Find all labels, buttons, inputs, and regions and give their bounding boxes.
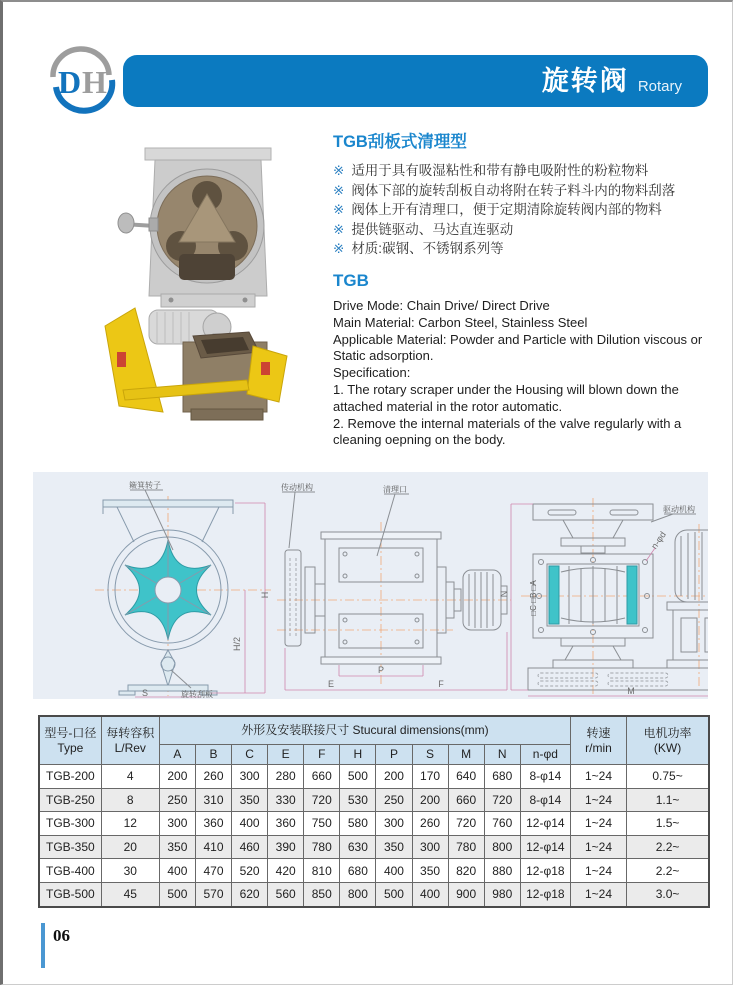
col-header-dim: B <box>195 745 231 765</box>
cell-f: 720 <box>304 788 340 812</box>
cell-speed: 1~24 <box>570 812 626 836</box>
cell-speed: 1~24 <box>570 835 626 859</box>
col-header-volume-en: L/Rev <box>114 740 146 755</box>
col-header-power-en: (KW) <box>653 740 682 755</box>
cell-h: 630 <box>340 835 376 859</box>
cell-c: 620 <box>232 882 268 906</box>
label-drive: 驱动机构 <box>663 505 695 514</box>
cell-b: 310 <box>195 788 231 812</box>
cell-p: 500 <box>376 882 412 906</box>
spec-line: Main Material: Carbon Steel, Stainless Steel <box>333 314 588 330</box>
cell-p: 250 <box>376 788 412 812</box>
cell-e: 390 <box>268 835 304 859</box>
dim-label-h: H <box>260 591 270 599</box>
page-number: 06 <box>53 926 70 945</box>
dim-label-h2: H/2 <box>232 636 242 652</box>
cell-a: 200 <box>159 765 195 789</box>
col-header-dim: C <box>232 745 268 765</box>
page-number-bar <box>41 923 45 968</box>
cell-h: 580 <box>340 812 376 836</box>
model-title: TGB <box>333 270 369 290</box>
cell-e: 420 <box>268 859 304 883</box>
logo-letter-h: H <box>82 64 107 100</box>
cell-e: 360 <box>268 812 304 836</box>
col-header-dim: n-φd <box>520 745 570 765</box>
cell-s: 400 <box>412 882 448 906</box>
cell-type: TGB-250 <box>39 788 101 812</box>
table-row <box>39 765 709 789</box>
spec-line: Drive Mode: Chain Drive/ Direct Drive <box>333 297 550 313</box>
spec-line: Specification: <box>333 365 411 381</box>
cell-speed: 1~24 <box>570 859 626 883</box>
cell-n: 800 <box>484 835 520 859</box>
table-row <box>39 859 709 883</box>
cell-c: 520 <box>232 859 268 883</box>
product-description <box>333 128 715 449</box>
cell-power: 2.2~ <box>627 859 709 883</box>
spec-table <box>38 715 710 908</box>
logo-letter-d: D <box>58 64 82 100</box>
label-rotor: 簸箕转子 <box>129 481 161 490</box>
col-header-dim: M <box>448 745 484 765</box>
cell-power: 1.5~ <box>627 812 709 836</box>
col-header-dim: N <box>484 745 520 765</box>
cell-f: 780 <box>304 835 340 859</box>
cell-speed: 1~24 <box>570 882 626 906</box>
bullet-icon: ※ <box>333 163 345 178</box>
col-header-type <box>39 716 101 765</box>
cell-a: 300 <box>159 812 195 836</box>
col-header-dim: A <box>159 745 195 765</box>
cell-s: 170 <box>412 765 448 789</box>
cell-h: 800 <box>340 882 376 906</box>
cell-e: 560 <box>268 882 304 906</box>
label-transmission: 传动机构 <box>281 483 313 492</box>
cell-type: TGB-350 <box>39 835 101 859</box>
spec-line: 2. Remove the internal materials of the valve regularly with a cleaning oepning on the body. <box>333 415 682 448</box>
cell-c: 400 <box>232 812 268 836</box>
col-header-dim: F <box>304 745 340 765</box>
col-header-volume <box>101 716 159 765</box>
label-cleaning-port: 清理口 <box>383 485 407 494</box>
cell-nphid: 12-φ14 <box>520 835 570 859</box>
col-header-dim: E <box>268 745 304 765</box>
cell-f: 750 <box>304 812 340 836</box>
cell-f: 810 <box>304 859 340 883</box>
cell-a: 400 <box>159 859 195 883</box>
cell-power: 1.1~ <box>627 788 709 812</box>
cell-h: 680 <box>340 859 376 883</box>
feature-item <box>333 200 715 220</box>
spec-table-header <box>39 716 709 765</box>
technical-drawings <box>33 472 708 699</box>
cell-b: 570 <box>195 882 231 906</box>
cell-type: TGB-200 <box>39 765 101 789</box>
feature-item <box>333 239 715 259</box>
feature-item <box>333 220 715 240</box>
cell-e: 330 <box>268 788 304 812</box>
col-header-speed <box>570 716 626 765</box>
feature-text: 适用于具有吸湿粘性和带有静电吸附性的粉粒物料 <box>351 163 649 178</box>
cell-type: TGB-500 <box>39 882 101 906</box>
cell-type: TGB-400 <box>39 859 101 883</box>
cell-nphid: 12-φ14 <box>520 812 570 836</box>
cell-nphid: 12-φ18 <box>520 882 570 906</box>
cell-power: 2.2~ <box>627 835 709 859</box>
col-header-volume-cn: 每转容积 <box>106 725 155 740</box>
company-logo <box>45 46 121 116</box>
cell-power: 0.75~ <box>627 765 709 789</box>
cell-volume: 45 <box>101 882 159 906</box>
cell-s: 200 <box>412 788 448 812</box>
col-header-type-cn: 型号-口径 <box>44 725 97 740</box>
table-row <box>39 835 709 859</box>
cell-a: 500 <box>159 882 195 906</box>
cell-a: 250 <box>159 788 195 812</box>
cell-volume: 20 <box>101 835 159 859</box>
col-header-dim: P <box>376 745 412 765</box>
dim-label-s: S <box>141 688 149 698</box>
cell-type: TGB-300 <box>39 812 101 836</box>
dim-label-m: M <box>627 686 635 696</box>
cell-m: 720 <box>448 812 484 836</box>
dim-label-e: E <box>327 679 335 689</box>
cell-speed: 1~24 <box>570 765 626 789</box>
bullet-icon: ※ <box>333 221 345 237</box>
dim-label-f: F <box>438 679 444 689</box>
cell-volume: 8 <box>101 788 159 812</box>
cell-c: 300 <box>232 765 268 789</box>
banner-title-en: Rotary <box>637 77 682 95</box>
assembly-view-drawing <box>499 498 708 696</box>
bullet-icon: ※ <box>333 182 345 198</box>
cell-h: 530 <box>340 788 376 812</box>
col-header-speed-cn: 转速 <box>586 725 611 740</box>
section-title: TGB刮板式清理型 <box>333 133 467 151</box>
cell-b: 260 <box>195 765 231 789</box>
cell-s: 300 <box>412 835 448 859</box>
cell-n: 980 <box>484 882 520 906</box>
spec-line: 1. The rotary scraper under the Housing will blown down the attached material in the rotor automatic. <box>333 381 679 414</box>
cell-c: 350 <box>232 788 268 812</box>
technical-drawings-panel <box>33 472 708 699</box>
feature-item <box>333 181 715 201</box>
cell-n: 880 <box>484 859 520 883</box>
cell-n: 760 <box>484 812 520 836</box>
cell-m: 660 <box>448 788 484 812</box>
product-photo-open-valve <box>115 138 300 318</box>
feature-text: 阀体下部的旋转刮板自动将附在转子料斗内的物料刮落 <box>351 182 676 198</box>
col-header-dim: H <box>340 745 376 765</box>
label-bolt-note: n-φd <box>649 529 669 551</box>
cell-h: 500 <box>340 765 376 789</box>
cell-b: 360 <box>195 812 231 836</box>
cell-nphid: 8-φ14 <box>520 788 570 812</box>
cell-n: 680 <box>484 765 520 789</box>
spec-table-body <box>39 765 709 907</box>
cell-b: 470 <box>195 859 231 883</box>
cell-power: 3.0~ <box>627 882 709 906</box>
feature-item <box>333 161 715 181</box>
cell-s: 350 <box>412 859 448 883</box>
cell-p: 400 <box>376 859 412 883</box>
table-row <box>39 882 709 906</box>
cell-p: 200 <box>376 765 412 789</box>
cell-volume: 12 <box>101 812 159 836</box>
spec-line: Applicable Material: Powder and Particle with Dilution viscous or Static adsorption. <box>333 331 703 364</box>
feature-text: 材质:碳钢、不锈钢系列等 <box>351 241 504 257</box>
cell-volume: 4 <box>101 765 159 789</box>
cell-nphid: 12-φ18 <box>520 859 570 883</box>
cell-f: 850 <box>304 882 340 906</box>
cell-f: 660 <box>304 765 340 789</box>
cell-s: 260 <box>412 812 448 836</box>
col-header-type-en: Type <box>57 740 84 755</box>
cell-nphid: 8-φ14 <box>520 765 570 789</box>
cell-m: 900 <box>448 882 484 906</box>
table-row <box>39 788 709 812</box>
cell-n: 720 <box>484 788 520 812</box>
header-banner <box>123 55 708 107</box>
dim-label-n: N <box>499 590 509 598</box>
col-header-dim: S <box>412 745 448 765</box>
label-scraper: 旋转刮板 <box>181 690 213 699</box>
product-photo-chain-drive-valve <box>95 294 305 429</box>
cell-e: 280 <box>268 765 304 789</box>
bullet-icon: ※ <box>333 241 345 257</box>
cell-speed: 1~24 <box>570 788 626 812</box>
cell-m: 780 <box>448 835 484 859</box>
front-view-drawing <box>95 480 271 699</box>
col-header-power-cn: 电机功率 <box>643 725 692 740</box>
cell-p: 350 <box>376 835 412 859</box>
feature-list <box>333 161 715 259</box>
cell-p: 300 <box>376 812 412 836</box>
feature-text: 提供链驱动、马达直连驱动 <box>351 221 514 237</box>
col-header-power <box>627 716 709 765</box>
cell-volume: 30 <box>101 859 159 883</box>
cell-c: 460 <box>232 835 268 859</box>
cell-m: 820 <box>448 859 484 883</box>
banner-title-cn: 旋转阀 <box>541 65 629 96</box>
bullet-icon: ※ <box>333 202 345 218</box>
feature-text: 阀体上开有清理口，便于定期清除旋转阀内部的物料 <box>351 202 662 218</box>
label-frame-dims: □C □B □A <box>529 580 538 616</box>
cell-b: 410 <box>195 835 231 859</box>
cell-a: 350 <box>159 835 195 859</box>
dim-label-p: P <box>377 665 385 675</box>
col-header-dimensions-group: 外形及安装联接尺寸 Stucural dimensions(mm) <box>159 716 570 745</box>
side-view-drawing <box>277 482 511 690</box>
table-row <box>39 812 709 836</box>
cell-m: 640 <box>448 765 484 789</box>
col-header-speed-en: r/min <box>585 740 612 755</box>
